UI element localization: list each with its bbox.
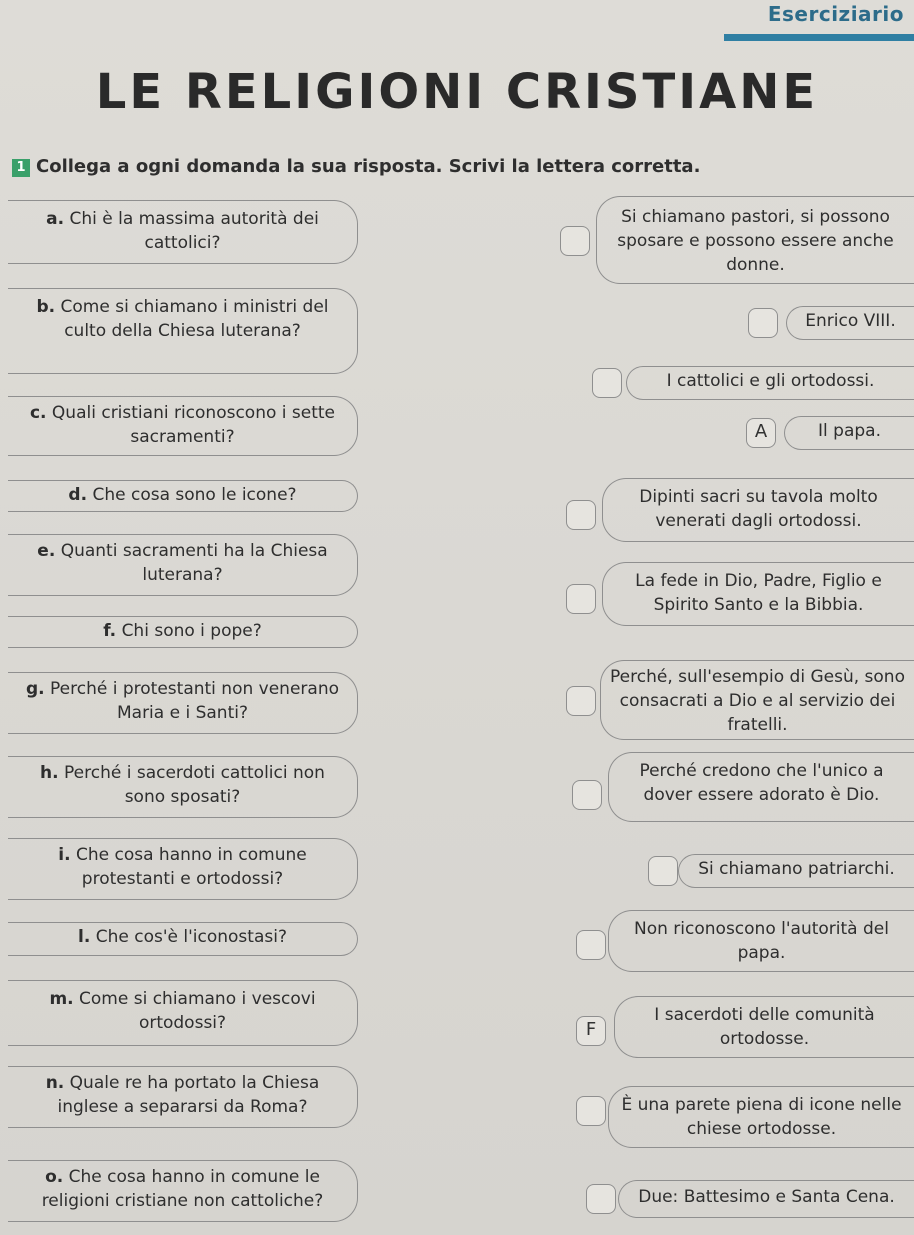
question-text: Che cosa hanno in comune le religioni cristiane non cattoliche? — [41, 1167, 324, 1211]
answer-5: Dipinti sacri su tavola molto venerati dagli ortodossi. — [602, 478, 914, 542]
question-b — [8, 288, 358, 374]
answer-13: Due: Battesimo e Santa Cena. — [618, 1180, 914, 1218]
question-c — [8, 396, 358, 456]
question-text: Quali cristiani riconoscono i sette sacramenti? — [51, 403, 336, 447]
answer-box-12[interactable] — [576, 1096, 606, 1126]
question-n — [8, 1066, 358, 1128]
question-m — [8, 980, 358, 1046]
page-title: LE RELIGIONI CRISTIANE — [95, 64, 819, 120]
answer-box-8[interactable] — [572, 780, 602, 810]
question-letter: l. — [78, 927, 91, 947]
answer-4: Il papa. — [784, 416, 914, 450]
question-l — [8, 922, 358, 956]
question-text: Come si chiamano i vescovi ortodossi? — [79, 989, 316, 1033]
question-text: Chi sono i pope? — [121, 621, 262, 641]
answer-box-5[interactable] — [566, 500, 596, 530]
question-letter: c. — [29, 403, 47, 423]
answer-3: I cattolici e gli ortodossi. — [626, 366, 914, 400]
question-text: Come si chiamano i ministri del culto della Chiesa luterana? — [60, 297, 329, 341]
answer-1: Si chiamano pastori, si possono sposare e possono essere anche donne. — [596, 196, 914, 284]
section-tag-bar — [724, 34, 914, 41]
section-tag — [724, 0, 914, 44]
question-a — [8, 200, 358, 264]
answer-12: È una parete piena di icone nelle chiese ortodosse. — [608, 1086, 914, 1148]
exercise-number-badge: 1 — [12, 159, 30, 177]
answer-6: La fede in Dio, Padre, Figlio e Spirito Santo e la Bibbia. — [602, 562, 914, 626]
question-letter: e. — [37, 541, 56, 561]
question-letter: f. — [103, 621, 117, 641]
instruction-text: Collega a ogni domanda la sua risposta. Scrivi la lettera corretta. — [36, 156, 701, 177]
question-text: Quale re ha portato la Chiesa inglese a separarsi da Roma? — [57, 1073, 320, 1117]
question-letter: d. — [68, 485, 88, 505]
question-d — [8, 480, 358, 512]
answer-8: Perché credono che l'unico a dover essere adorato è Dio. — [608, 752, 914, 822]
question-e — [8, 534, 358, 596]
question-text: Che cos'è l'iconostasi? — [95, 927, 287, 947]
answer-box-10[interactable] — [576, 930, 606, 960]
question-h — [8, 756, 358, 818]
question-letter: o. — [45, 1167, 64, 1187]
answer-2: Enrico VIII. — [786, 306, 914, 340]
answer-9: Si chiamano patriarchi. — [678, 854, 914, 888]
question-text: Chi è la massima autorità dei cattolici? — [69, 209, 319, 253]
question-letter: m. — [49, 989, 74, 1009]
answer-box-13[interactable] — [586, 1184, 616, 1214]
question-letter: b. — [36, 297, 56, 317]
answer-box-3[interactable] — [592, 368, 622, 398]
question-text: Quanti sacramenti ha la Chiesa luterana? — [60, 541, 328, 585]
answer-11: I sacerdoti delle comunità ortodosse. — [614, 996, 914, 1058]
section-tag-label: Eserciziario — [767, 2, 904, 26]
question-o — [8, 1160, 358, 1222]
question-letter: a. — [46, 209, 65, 229]
answer-box-7[interactable] — [566, 686, 596, 716]
question-letter: g. — [25, 679, 45, 699]
question-letter: h. — [40, 763, 59, 783]
question-g — [8, 672, 358, 734]
answer-box-11[interactable]: F — [576, 1016, 606, 1046]
question-text: Perché i sacerdoti cattolici non sono sposati? — [64, 763, 325, 807]
answer-box-1[interactable] — [560, 226, 590, 256]
question-text: Che cosa hanno in comune protestanti e ortodossi? — [76, 845, 307, 889]
answer-10: Non riconoscono l'autorità del papa. — [608, 910, 914, 972]
answer-7: Perché, sull'esempio di Gesù, sono consacrati a Dio e al servizio dei fratelli. — [600, 660, 914, 740]
question-text: Che cosa sono le icone? — [92, 485, 297, 505]
question-letter: i. — [58, 845, 71, 865]
answer-box-2[interactable] — [748, 308, 778, 338]
question-f — [8, 616, 358, 648]
exercise-instruction — [12, 156, 700, 177]
answer-box-9[interactable] — [648, 856, 678, 886]
question-i — [8, 838, 358, 900]
question-letter: n. — [45, 1073, 65, 1093]
question-text: Perché i protestanti non venerano Maria e i Santi? — [50, 679, 339, 723]
answer-box-4[interactable]: A — [746, 418, 776, 448]
answer-box-6[interactable] — [566, 584, 596, 614]
